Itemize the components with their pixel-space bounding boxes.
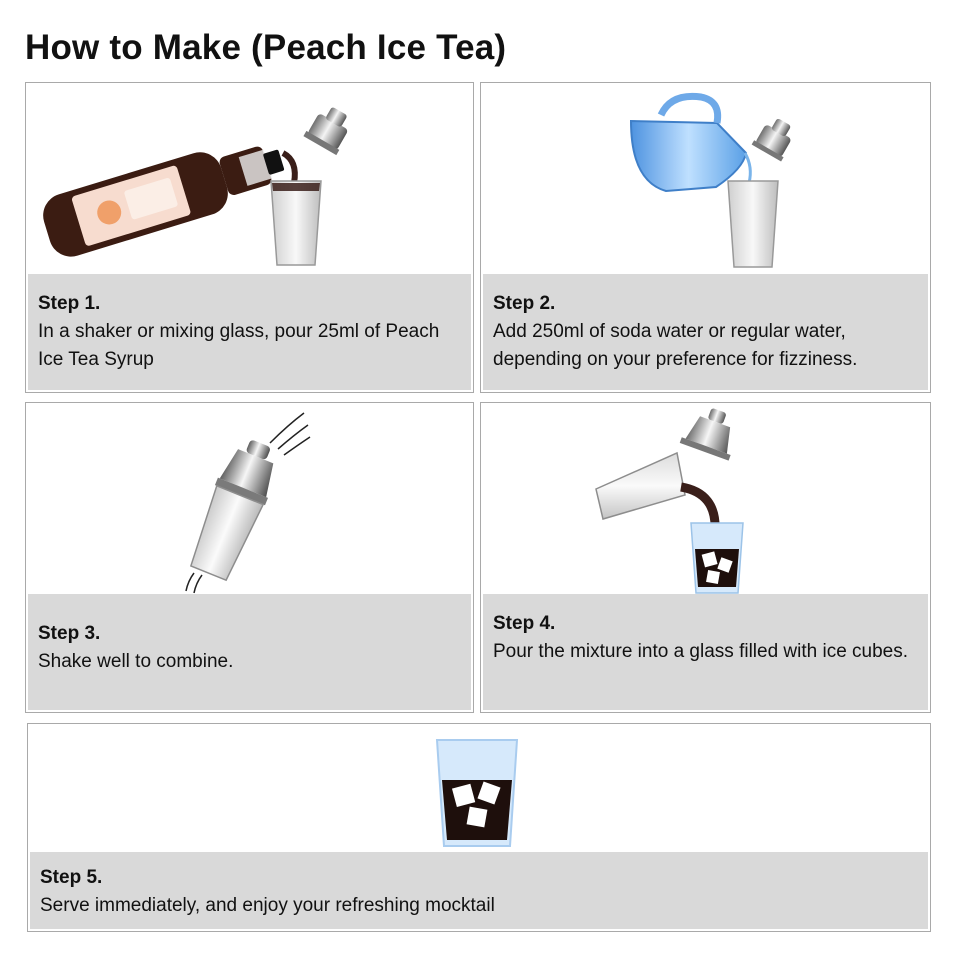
- step-4-label: Step 4.: [493, 613, 556, 634]
- iced-drink-icon: [28, 724, 932, 852]
- step-3-text: Shake well to combine.: [38, 651, 234, 672]
- step-5-text: Serve immediately, and enjoy your refreshing mocktail: [40, 895, 495, 916]
- step-1-label: Step 1.: [38, 293, 101, 314]
- step-5-card: [27, 723, 931, 932]
- step-1-caption: [28, 274, 471, 390]
- step-4-caption: [483, 594, 928, 710]
- step-2-card: [480, 82, 931, 393]
- water-jug-pour-icon: [481, 83, 932, 277]
- pour-into-glass-icon: [481, 403, 932, 597]
- step-3-label: Step 3.: [38, 623, 101, 644]
- step-2-label: Step 2.: [493, 293, 556, 314]
- step-1-card: [25, 82, 474, 393]
- step-1-text: In a shaker or mixing glass, pour 25ml of Peach Ice Tea Syrup: [38, 321, 440, 370]
- step-3-caption: [28, 594, 471, 710]
- step-5-caption: [30, 852, 928, 929]
- step-2-text: Add 250ml of soda water or regular water, depending on your preference for fizziness.: [493, 321, 858, 370]
- step-3-card: [25, 402, 474, 713]
- step-4-card: [480, 402, 931, 713]
- step-2-caption: [483, 274, 928, 390]
- step-5-label: Step 5.: [40, 867, 103, 888]
- step-4-text: Pour the mixture into a glass filled with ice cubes.: [493, 641, 909, 662]
- syrup-bottle-pour-icon: [26, 83, 475, 277]
- page-title: How to Make (Peach Ice Tea): [25, 28, 507, 67]
- shaker-icon: [26, 403, 475, 597]
